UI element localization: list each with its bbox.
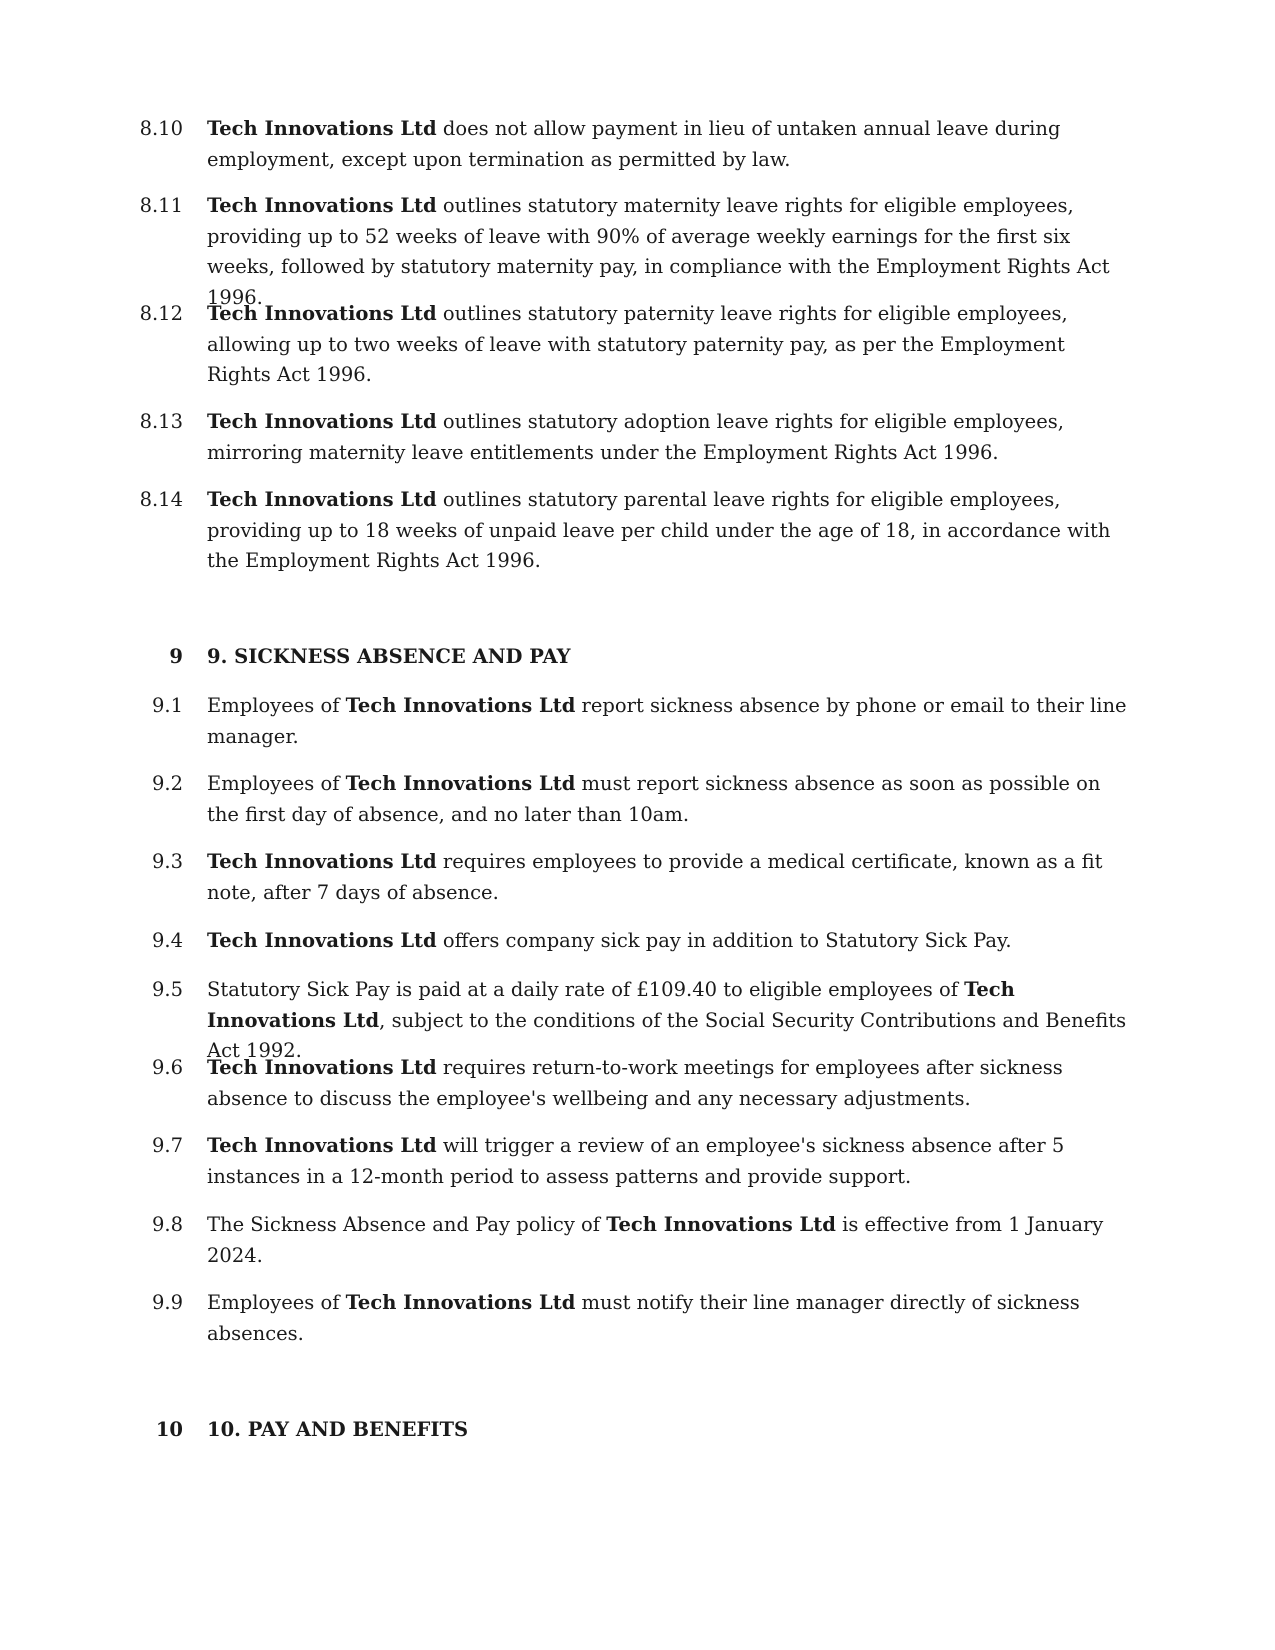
section-title: 10. PAY AND BENEFITS (207, 1418, 469, 1441)
company-name: Tech Innovations Ltd (207, 194, 437, 217)
clause-number: 9.2 (151, 772, 183, 795)
clause-number: 9.7 (151, 1134, 183, 1157)
section-number: 10 (155, 1418, 183, 1441)
clause-text: Tech Innovations Ltd requires return-to-work meetings for employees after sickness absence to discuss the employee's wellbeing and any necessary adjustments. (207, 1056, 1063, 1110)
clause-number: 8.14 (139, 488, 183, 511)
company-name: Tech Innovations Ltd (345, 1291, 576, 1314)
clause-number: 9.9 (151, 1291, 183, 1314)
company-name: Tech Innovations Ltd (207, 978, 1015, 1032)
clause-text: Tech Innovations Ltd outlines statutory maternity leave rights for eligible employees, providing up to 52 weeks of leave with 90% of average weekly earnings for the first six weeks, followed by statutory maternity pay, in compliance with the Employment Rights Act 1996. (207, 194, 1110, 309)
clause-number: 9.1 (151, 694, 183, 717)
company-name: Tech Innovations Ltd (207, 1056, 437, 1079)
company-name: Tech Innovations Ltd (345, 694, 576, 717)
clause-text: Employees of Tech Innovations Ltd report sickness absence by phone or email to their line manager. (207, 694, 1127, 748)
company-name: Tech Innovations Ltd (207, 850, 437, 873)
clause-text: Tech Innovations Ltd offers company sick pay in addition to Statutory Sick Pay. (207, 929, 1012, 952)
clause-number: 9.3 (151, 850, 183, 873)
clause-number: 9.4 (151, 929, 183, 952)
company-name: Tech Innovations Ltd (606, 1213, 836, 1236)
section-number: 9 (169, 645, 183, 668)
clause-number: 9.5 (151, 978, 183, 1001)
clause-text: Employees of Tech Innovations Ltd must report sickness absence as soon as possible on the first day of absence, and no later than 10am. (207, 772, 1101, 826)
clause-text: Tech Innovations Ltd will trigger a review of an employee's sickness absence after 5 instances in a 12-month period to assess patterns and provide support. (207, 1134, 1065, 1188)
section-title: 9. SICKNESS ABSENCE AND PAY (207, 645, 571, 668)
clause-number: 8.12 (139, 302, 183, 325)
clause-number: 8.11 (139, 194, 183, 217)
company-name: Tech Innovations Ltd (207, 117, 437, 140)
clause-number: 9.8 (151, 1213, 183, 1236)
clause-text: Statutory Sick Pay is paid at a daily rate of £109.40 to eligible employees of Tech Innovations Ltd, subject to the conditions of the Social Security Contributions and Benefits Act 1992. (207, 978, 1127, 1062)
clause-text: Tech Innovations Ltd does not allow payment in lieu of untaken annual leave during employment, except upon termination as permitted by law. (207, 117, 1061, 171)
clause-text: Employees of Tech Innovations Ltd must notify their line manager directly of sickness absences. (207, 1291, 1080, 1345)
clause-text: Tech Innovations Ltd outlines statutory paternity leave rights for eligible employees, allowing up to two weeks of leave with statutory paternity pay, as per the Employment Rights Act 1996. (207, 302, 1068, 386)
company-name: Tech Innovations Ltd (207, 302, 437, 325)
company-name: Tech Innovations Ltd (207, 488, 437, 511)
clause-number: 8.13 (139, 410, 183, 433)
company-name: Tech Innovations Ltd (207, 1134, 437, 1157)
company-name: Tech Innovations Ltd (345, 772, 576, 795)
clause-text: Tech Innovations Ltd requires employees to provide a medical certificate, known as a fit note, after 7 days of absence. (207, 850, 1103, 904)
clause-number: 8.10 (139, 117, 183, 140)
company-name: Tech Innovations Ltd (207, 410, 437, 433)
clause-text: The Sickness Absence and Pay policy of Tech Innovations Ltd is effective from 1 January 2024. (207, 1213, 1104, 1267)
clause-number: 9.6 (151, 1056, 183, 1079)
company-name: Tech Innovations Ltd (207, 929, 437, 952)
clause-text: Tech Innovations Ltd outlines statutory parental leave rights for eligible employees, providing up to 18 weeks of unpaid leave per child under the age of 18, in accordance with the Employment Rights Act 1996. (207, 488, 1111, 572)
clause-text: Tech Innovations Ltd outlines statutory adoption leave rights for eligible employees, mirroring maternity leave entitlements under the Employment Rights Act 1996. (207, 410, 1064, 464)
